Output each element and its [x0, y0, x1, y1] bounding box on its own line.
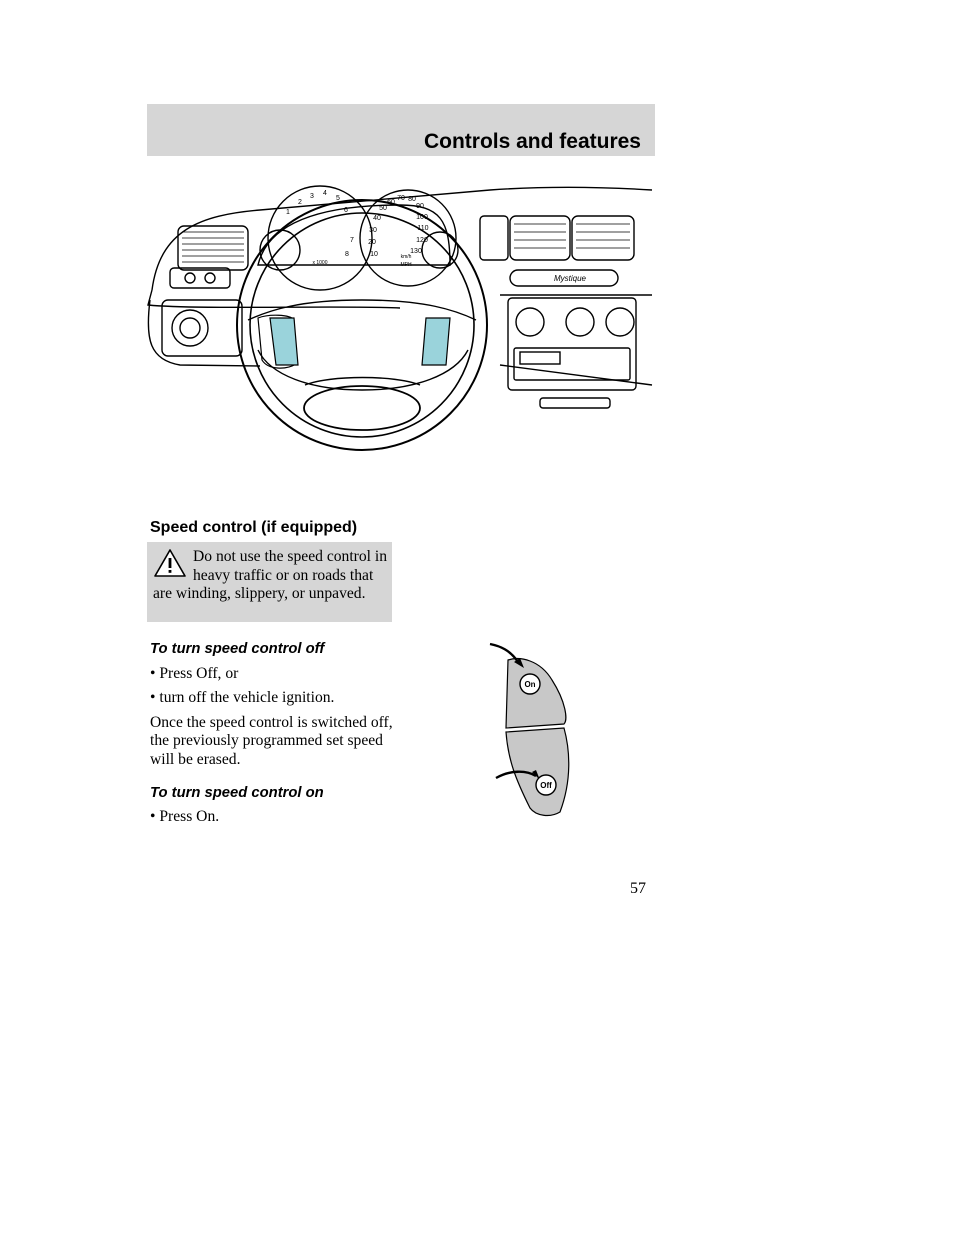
speed-label-60: 60 [387, 199, 395, 206]
dashboard-illustration [140, 160, 660, 480]
tach-label-3: 3 [310, 193, 314, 200]
tach-label-1: 1 [286, 209, 290, 216]
speed-label-70: 70 [397, 195, 405, 202]
on-label: On [524, 680, 536, 689]
warning-box [147, 542, 392, 622]
speed-label-110: 110 [417, 225, 429, 232]
brand-badge: Mystique [553, 274, 587, 283]
off-item-2: • turn off the vehicle ignition. [150, 689, 335, 707]
section-heading: Speed control (if equipped) [150, 519, 358, 536]
speed-label-30: 30 [369, 227, 377, 234]
header-band [147, 104, 655, 156]
speed-label-50: 50 [379, 205, 387, 212]
speed-label-90: 90 [416, 203, 424, 210]
speed-unit-mph: MPH [400, 262, 412, 268]
warning-text: Do not use the speed control in heavy traffic or on roads that are winding, slippery, or unpaved. [153, 548, 388, 603]
off-item-1: • Press Off, or [150, 664, 239, 682]
tach-label-7: 7 [350, 237, 354, 244]
on-item-1: • Press On. [150, 808, 220, 826]
speed-label-10: 10 [370, 251, 378, 258]
speed-label-130: 130 [410, 248, 422, 255]
off-heading: To turn speed control off [150, 641, 325, 657]
speed-control-switch-illustration [480, 640, 590, 830]
on-heading: To turn speed control on [150, 784, 324, 801]
speed-label-40: 40 [373, 215, 381, 222]
speed-unit-kmh: km/h [400, 254, 412, 260]
tach-label-5: 5 [336, 195, 340, 202]
tach-label-4: 4 [323, 190, 327, 197]
speed-label-20: 20 [368, 239, 376, 246]
off-label: Off [540, 781, 552, 790]
off-note: Once the speed control is switched off, the previously programmed set speed will be erased. [150, 713, 393, 768]
tach-unit: x 1000 [312, 260, 328, 266]
tach-label-2: 2 [298, 199, 302, 206]
page-number: 57 [630, 880, 646, 897]
tach-label-8: 8 [345, 251, 349, 258]
instructions [150, 640, 400, 833]
speed-label-120: 120 [416, 237, 428, 244]
speed-label-100: 100 [416, 214, 428, 221]
speed-label-80: 80 [408, 196, 416, 203]
tach-label-6: 6 [344, 207, 348, 214]
page-title: Controls and features [423, 130, 641, 153]
